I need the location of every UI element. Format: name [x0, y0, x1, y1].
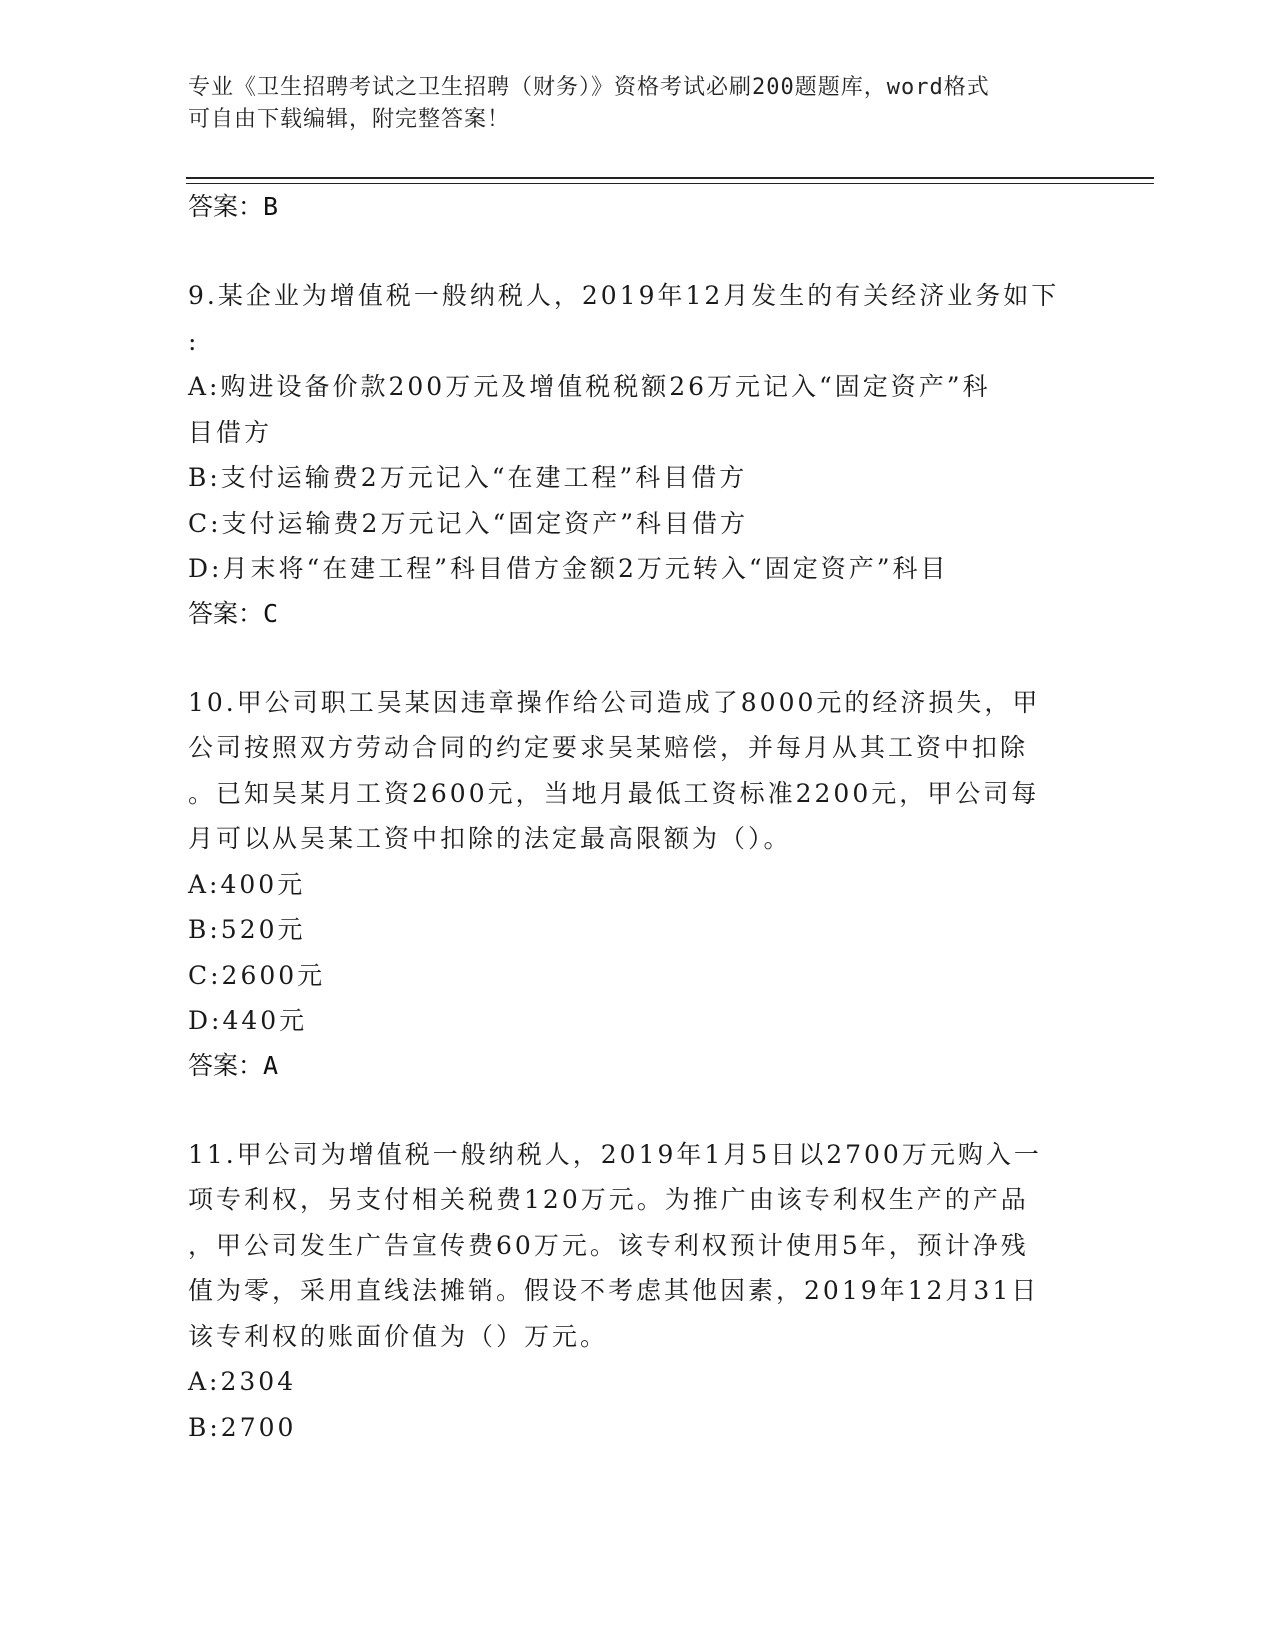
q9-option-d: D:月末将“在建工程”科目借方金额2万元转入“固定资产”科目 [188, 554, 949, 583]
q10-stem-line: 。已知吴某月工资2600元，当地月最低工资标准2200元，甲公司每 [188, 778, 1040, 808]
q10-stem-line: 月可以从吴某工资中扣除的法定最高限额为（）。 [188, 824, 792, 853]
question-list [188, 185, 1088, 1450]
q10-answer: 答案：A [188, 1050, 279, 1080]
question-9 [188, 273, 1088, 636]
header-title-line-2: 可自由下载编辑，附完整答案！ [188, 107, 511, 132]
q9-option-b: B:支付运输费2万元记入“在建工程”科目借方 [188, 463, 748, 492]
q9-option-a-cont: 目借方 [188, 417, 273, 447]
question-11 [188, 1132, 1088, 1451]
header-title-line-1: 专业《卫生招聘考试之卫生招聘（财务）》资格考试必刷200题题库，word格式 [188, 75, 990, 100]
q9-stem-line: : [188, 326, 200, 356]
header-divider-thin [186, 183, 1154, 184]
q9-option-a: A:购进设备价款200万元及增值税税额26万元记入“固定资产”科 [188, 372, 991, 401]
document-header [188, 72, 1068, 136]
q11-option-a: A:2304 [188, 1367, 297, 1396]
q11-stem-line: 项专利权，另支付相关税费120万元。为推广由该专利权生产的产品 [188, 1185, 1029, 1214]
q8-answer: 答案：B [188, 192, 279, 221]
q9-answer: 答案：C [188, 598, 279, 628]
q10-stem-line: 10.甲公司职工吴某因违章操作给公司造成了8000元的经济损失，甲 [188, 687, 1041, 717]
q10-stem-line: 公司按照双方劳动合同的约定要求吴某赔偿，并每月从其工资中扣除 [188, 733, 1029, 762]
q10-option-c: C:2600元 [188, 960, 326, 990]
q11-stem-line: 11.甲公司为增值税一般纳税人，2019年1月5日以2700万元购入一 [188, 1139, 1042, 1169]
q11-option-b: B:2700 [188, 1412, 297, 1442]
q9-stem-line: 9.某企业为增值税一般纳税人，2019年12月发生的有关经济业务如下 [188, 281, 1060, 310]
q11-stem-line: ，甲公司发生广告宣传费60万元。该专利权预计使用5年，预计净残 [188, 1230, 1029, 1260]
header-divider-thick [186, 177, 1154, 179]
q10-option-d: D:440元 [188, 1006, 308, 1035]
q9-option-c: C:支付运输费2万元记入“固定资产”科目借方 [188, 508, 749, 538]
q10-option-b: B:520元 [188, 915, 306, 944]
question-10 [188, 680, 1088, 1088]
q11-stem-line: 值为零，采用直线法摊销。假设不考虑其他因素，2019年12月31日 [188, 1276, 1040, 1305]
q10-option-a: A:400元 [188, 869, 306, 899]
q11-stem-line: 该专利权的账面价值为（）万元。 [188, 1321, 609, 1351]
